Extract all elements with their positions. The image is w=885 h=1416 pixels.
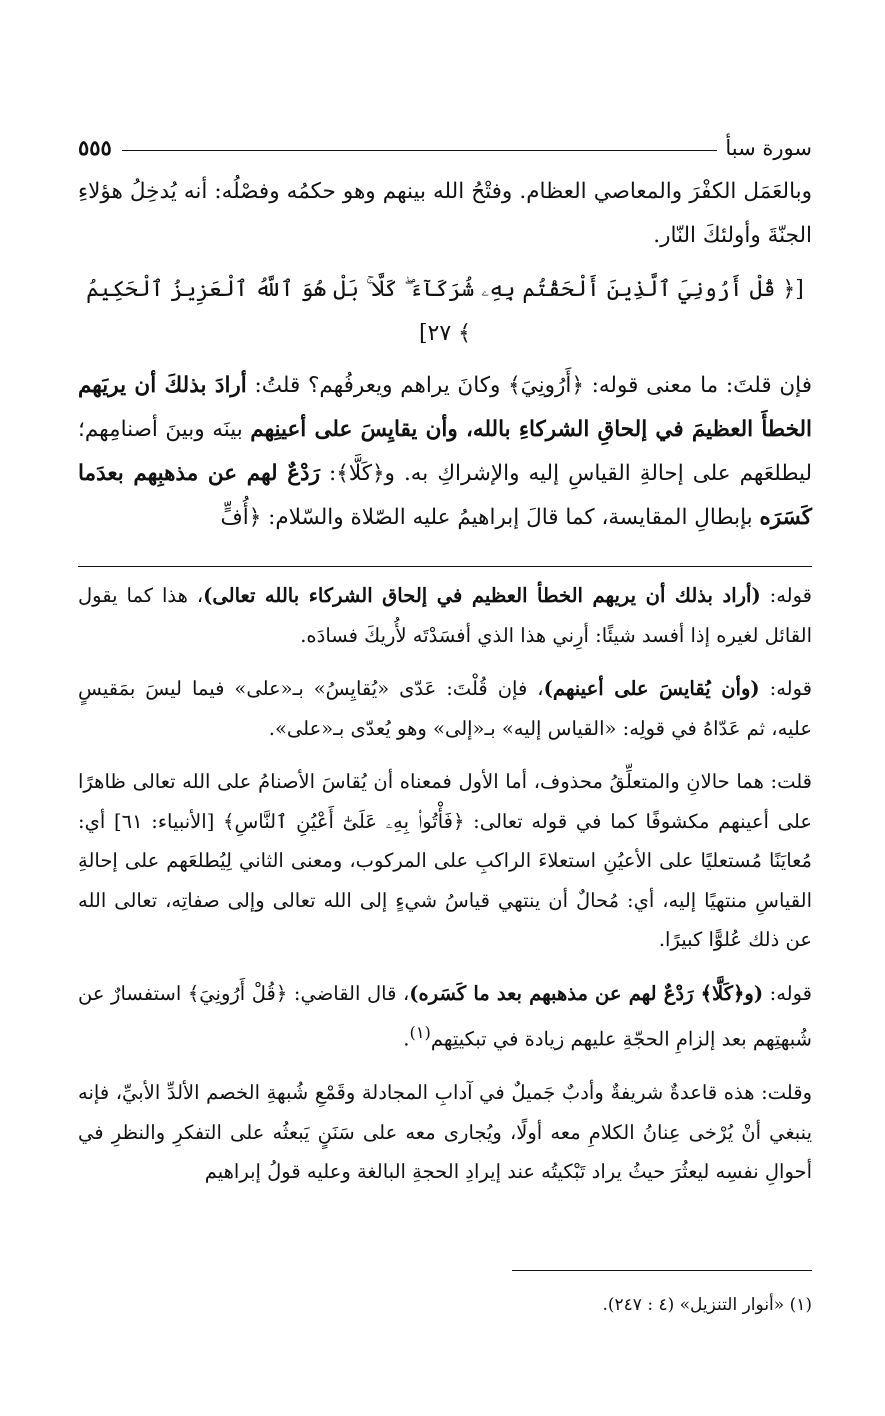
quoted-phrase: (و﴿كَلَّا﴾ رَدْعٌ لهم عن مذهبهم بعد ما كَسَره) xyxy=(409,981,764,1005)
main-paragraph-1: وبالعَمَل الكفْرَ والمعاصي العظام. وفتْحُ الله بينهم وهو حكمُه وفصْلُه: أنه يُدخِلُ هؤلاءِ الجنّةَ وأولئكَ النّار. xyxy=(78,179,812,248)
commentary-paragraph-1 xyxy=(78,576,812,655)
text-run: قوله: xyxy=(763,981,812,1005)
text-run: قوله: xyxy=(759,677,812,700)
commentary-separator xyxy=(78,566,812,567)
surah-title: سورة سبأ xyxy=(725,136,812,160)
main-paragraph-2 xyxy=(78,364,812,540)
main-text xyxy=(78,170,812,540)
quoted-phrase: (أراد بذلك أن يريهم الخطأ العظيم في إلحاق الشركاء بالله تعالى) xyxy=(203,584,761,607)
bold-run: أرادَ بذلكَ أن يريَهم الخطأَ العظيمَ في إلحاقِ الشركاءِ بالله، وأن يقايِسَ على أعينِهم xyxy=(78,373,812,442)
footnote: (١) «أنوار التنزيل» (٤ : ٢٤٧). xyxy=(602,1295,812,1315)
commentary-paragraph-3: قلت: هما حالانِ والمتعلِّقُ محذوف، أما الأول فمعناه أن يُقاسَ الأصنامُ على الله تعالى ظاهرًا على أعينهم مكشوفًا كما في قوله تعالى: ﴿فَأْتُوا۟ بِهِۦ عَلَىٰٓ أَعْيُنِ ٱلنَّاسِ﴾ [الأنبياء: ٦١] أي: مُعايَنًا مُستعليًا على الأعيُنِ استعلاءَ الراكبِ على المركوب، ومعنى الثاني لِيُطلعَهم على إحالةِ القياسِ منتهيًا إليه، أي: مُحالٌ أن ينتهي قياسُ شيءٍ إلى الله تعالى وإلى صفاتِه، تعالى الله عن ذلك عُلوًّا كبيرًا. xyxy=(78,770,812,951)
page-header xyxy=(78,126,812,160)
commentary-paragraph-5: وقلت: هذه قاعدةٌ شريفةٌ وأدبٌ جَميلٌ في آدابِ المجادلة وقَمْعِ شُبهةِ الخصم الألدِّ الأبيِّ، فإنه ينبغي أنْ يُرْخى عِنانُ الكلامِ معه أولًا، ويُجارى معه على سَنَنٍ يَبعثُه على التفكرِ والنظرِ في أحوالِ نفسِه ليعثُرَ حيثُ يراد تَبْكيتُه عند إيرادِ الحجةِ البالغة وعليه قولُ إبراهيم xyxy=(78,1081,812,1183)
commentary-paragraph-4 xyxy=(78,974,812,1060)
text-run: قوله: xyxy=(760,584,812,607)
text-run: . xyxy=(403,1027,410,1051)
header-rule xyxy=(122,150,718,151)
text-run: ، قال القاضي: ﴿قُلْ أَرُونِيَ﴾ استفسارٌ عن شُبهتِهم بعد إلزامِ الحجّةِ عليهم زيادة في تبكيتِهم xyxy=(78,981,812,1051)
text-run: فإن قلتَ: ما معنى قوله: ﴿أَرُونِيَ﴾ وكانَ يراهم ويعرفُهم؟ قلتُ: xyxy=(246,373,812,398)
bold-run: رَدْعٌ لهم عن مذهبِهم بعدَما كَسَرَه xyxy=(78,461,812,530)
footnote-ref[interactable]: (١) xyxy=(409,1023,431,1042)
text-run: بإبطالِ المقايسة، كما قالَ إبراهيمُ عليه الصّلاة والسّلام: ﴿أُفٍّ xyxy=(220,505,760,530)
page-number: ٥٥٥ xyxy=(78,135,112,160)
commentary-paragraph-2 xyxy=(78,669,812,748)
footnote-rule xyxy=(512,1270,812,1271)
commentary xyxy=(78,576,812,1192)
quoted-phrase: (وأن يُقايسَ على أعينهم) xyxy=(543,677,760,700)
text-run: ، فإن قُلْتَ: عَدّى «يُقايِسُ» بـ«على» فيما ليسَ بمَقيسٍ عليه، ثم عَدّاهُ في قولِه: «القياس إليه» بـ«إلى» وهو يُعدّى بـ«على». xyxy=(78,677,812,740)
text-run: بينَه وبينَ أصنامِهم؛ ليطلعَهم على إحالةِ القياسِ إليه والإشراكِ به. و﴿كَلَّا﴾: xyxy=(78,417,812,486)
quran-verse: [﴿ قُلْ أَرُونِيَ ٱلَّذِينَ أَلْحَقْتُم بِهِۦ شُرَكَآءَ ۖ كَلَّا ۚ بَلْ هُوَ ٱللَّهُ ٱلْعَزِيزُ ٱلْحَكِيمُ ﴾ ٢٧] xyxy=(86,277,804,346)
text-run: ، هذا كما يقول القائل لغيره إذا أفسد شيئًا: أرِني هذا الذي أفسَدْتَه لأُريكَ فسادَه. xyxy=(78,584,812,647)
